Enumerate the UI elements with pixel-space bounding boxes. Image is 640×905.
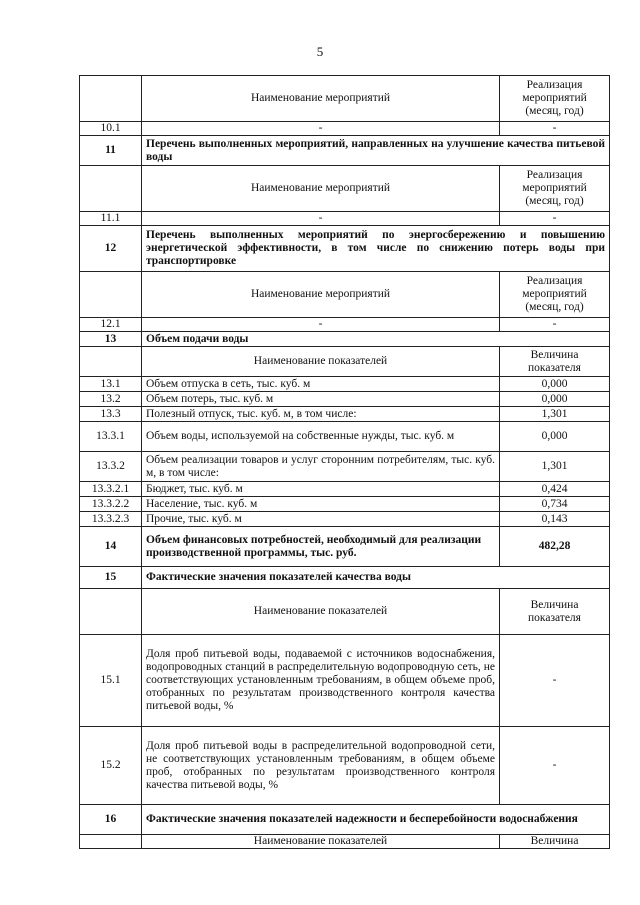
- row-value: 0,734: [500, 497, 610, 512]
- section-row-13: [80, 332, 610, 347]
- row-number: 10.1: [80, 122, 142, 136]
- header-indicators-value: Величина показателя: [500, 347, 610, 377]
- program-table: [79, 75, 610, 849]
- row-name: Население, тыс. куб. м: [142, 497, 500, 512]
- row-value: 0,000: [500, 392, 610, 407]
- header-measures-name: Наименование мероприятий: [142, 272, 500, 318]
- header-row-13: [80, 347, 610, 377]
- header-measures-name: Наименование мероприятий: [142, 166, 500, 212]
- header-row-12: [80, 272, 610, 318]
- row-name: Объем потерь, тыс. куб. м: [142, 392, 500, 407]
- table-row: [80, 482, 610, 497]
- header-num-cell: [80, 166, 142, 212]
- header-indicators-name: Наименование показателей: [142, 347, 500, 377]
- section-number: 16: [80, 805, 142, 835]
- row-number: 13.2: [80, 392, 142, 407]
- table-row: [80, 452, 610, 482]
- table-row: [80, 318, 610, 332]
- table-row: [80, 212, 610, 226]
- header-row-16: [80, 835, 610, 849]
- header-num-cell: [80, 76, 142, 122]
- row-number: 13.3.2.1: [80, 482, 142, 497]
- header-row-11: [80, 166, 610, 212]
- row-value: -: [500, 318, 610, 332]
- row-number: 12.1: [80, 318, 142, 332]
- row-name: Доля проб питьевой воды в распределительной водопроводной сети, не соответствующих установленным требованиям, в общем объеме проб, отобранных по результатам производственного контроля качества питьевой воды, %: [142, 727, 500, 805]
- header-indicators-value: Величина: [500, 835, 610, 849]
- table-row: [80, 422, 610, 452]
- header-num-cell: [80, 835, 142, 849]
- row-name: Прочие, тыс. куб. м: [142, 512, 500, 527]
- row-name: Доля проб питьевой воды, подаваемой с источников водоснабжения, водопроводных станций в распределительную водопроводную сеть, не соответствующих установленным требованиям, в общем объеме проб, отобранных по результатам производственного контроля качества питьевой воды, %: [142, 635, 500, 727]
- section-title: Объем подачи воды: [142, 332, 610, 347]
- header-measures-name: Наименование мероприятий: [142, 76, 500, 122]
- table-row: [80, 497, 610, 512]
- row-name: Полезный отпуск, тыс. куб. м, в том числе:: [142, 407, 500, 422]
- row-value: 0,000: [500, 422, 610, 452]
- row-number: 13.3.2.3: [80, 512, 142, 527]
- row-value: -: [500, 212, 610, 226]
- row-value: -: [500, 727, 610, 805]
- section-title: Перечень выполненных мероприятий, направленных на улучшение качества питьевой воды: [142, 136, 610, 166]
- table-row: [80, 512, 610, 527]
- row-number: 13.3.2.2: [80, 497, 142, 512]
- row-name: Объем финансовых потребностей, необходимый для реализации производственной программы, тыс. руб.: [142, 527, 500, 567]
- row-value: 482,28: [500, 527, 610, 567]
- table-row: [80, 407, 610, 422]
- row-number: 15.1: [80, 635, 142, 727]
- row-number: 15.2: [80, 727, 142, 805]
- section-title: Фактические значения показателей качества воды: [142, 567, 610, 589]
- section-title: Фактические значения показателей надежности и бесперебойности водоснабжения: [142, 805, 610, 835]
- header-indicators-value: Величина показателя: [500, 589, 610, 635]
- row-value: 0,424: [500, 482, 610, 497]
- section-row-12: [80, 226, 610, 272]
- header-num-cell: [80, 347, 142, 377]
- header-measures-impl: Реализация мероприятий (месяц, год): [500, 76, 610, 122]
- row-value: 0,000: [500, 377, 610, 392]
- section-row-11: [80, 136, 610, 166]
- section-number: 13: [80, 332, 142, 347]
- section-number: 12: [80, 226, 142, 272]
- header-row-10: [80, 76, 610, 122]
- table-row: [80, 727, 610, 805]
- row-value: -: [500, 635, 610, 727]
- row-name: Бюджет, тыс. куб. м: [142, 482, 500, 497]
- header-num-cell: [80, 589, 142, 635]
- section-row-14: [80, 527, 610, 567]
- section-row-16: [80, 805, 610, 835]
- row-value: -: [500, 122, 610, 136]
- header-num-cell: [80, 272, 142, 318]
- header-row-15: [80, 589, 610, 635]
- page-number: 5: [316, 44, 324, 59]
- header-measures-impl: Реализация мероприятий (месяц, год): [500, 166, 610, 212]
- table-row: [80, 377, 610, 392]
- row-number: 13.3.1: [80, 422, 142, 452]
- section-number: 14: [80, 527, 142, 567]
- section-number: 11: [80, 136, 142, 166]
- row-value: 1,301: [500, 407, 610, 422]
- row-number: 13.3: [80, 407, 142, 422]
- header-indicators-name: Наименование показателей: [142, 835, 500, 849]
- row-name: -: [142, 122, 500, 136]
- table-row: [80, 392, 610, 407]
- row-name: -: [142, 212, 500, 226]
- row-number: 13.3.2: [80, 452, 142, 482]
- header-measures-impl: Реализация мероприятий (месяц, год): [500, 272, 610, 318]
- section-title: Перечень выполненных мероприятий по энергосбережению и повышению энергетической эффективности, в том числе по снижению потерь воды при транспортировке: [142, 226, 610, 272]
- table-row: [80, 122, 610, 136]
- row-name: Объем воды, используемой на собственные нужды, тыс. куб. м: [142, 422, 500, 452]
- row-name: -: [142, 318, 500, 332]
- row-number: 13.1: [80, 377, 142, 392]
- row-value: 0,143: [500, 512, 610, 527]
- row-number: 11.1: [80, 212, 142, 226]
- row-name: Объем реализации товаров и услуг сторонним потребителям, тыс. куб. м, в том числе:: [142, 452, 500, 482]
- header-indicators-name: Наименование показателей: [142, 589, 500, 635]
- section-number: 15: [80, 567, 142, 589]
- section-row-15: [80, 567, 610, 589]
- row-name: Объем отпуска в сеть, тыс. куб. м: [142, 377, 500, 392]
- row-value: 1,301: [500, 452, 610, 482]
- table-row: [80, 635, 610, 727]
